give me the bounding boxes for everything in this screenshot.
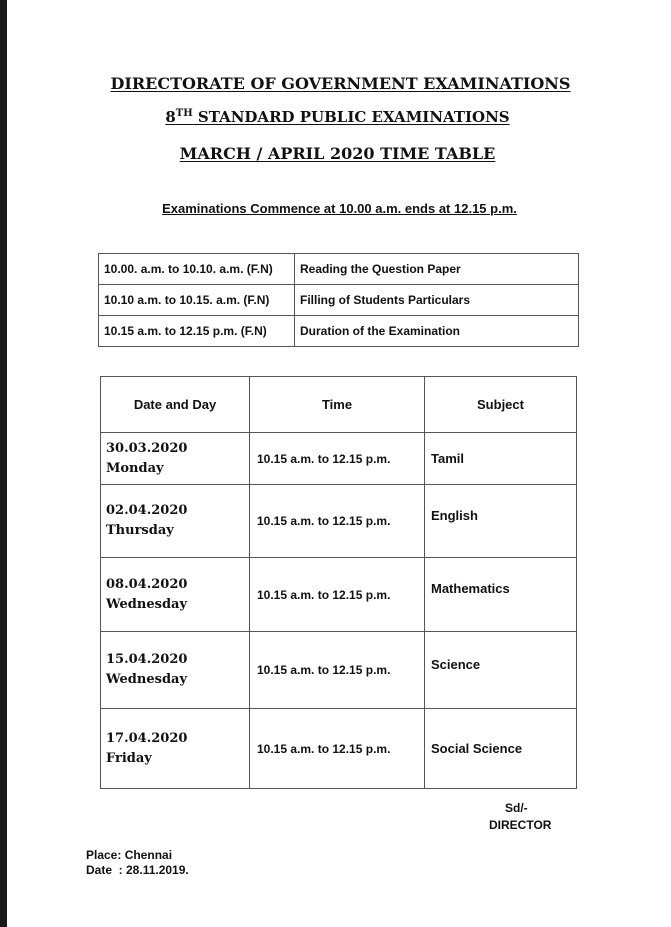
exam-name-heading [2, 108, 671, 126]
table-row [101, 558, 577, 632]
exam-subject [425, 632, 577, 709]
date-day-cell [101, 485, 250, 558]
exam-date: 02.04.2020 [106, 503, 188, 518]
exam-date: 08.04.2020 [106, 576, 188, 592]
exam-day: Wednesday [106, 596, 188, 612]
schedule-row [99, 285, 579, 316]
date-day-cell [101, 558, 250, 632]
table-row [101, 485, 577, 558]
exam-table-header-row [101, 377, 577, 433]
date-day-cell [101, 433, 250, 485]
table-row [101, 632, 577, 709]
schedule-activity: Filling of Students Particulars [295, 285, 579, 316]
schedule-time: 10.00. a.m. to 10.10. a.m. (F.N) [99, 254, 295, 285]
directorate-title: DIRECTORATE OF GOVERNMENT EXAMINATIONS [110, 74, 571, 93]
page-left-edge [0, 0, 7, 927]
header-date-and-day: Date and Day [101, 377, 250, 433]
exam-subject-text: Science [431, 656, 481, 672]
exam-date: 15.04.2020 [106, 652, 188, 667]
signature-sd: Sd/- [505, 801, 528, 815]
exam-day: Thursday [106, 523, 174, 538]
schedule-row [99, 254, 579, 285]
exam-day: Monday [106, 460, 164, 476]
exam-day: Wednesday [106, 672, 188, 687]
exam-subject: Social Science [425, 709, 577, 789]
schedule-activity: Duration of the Examination [295, 316, 579, 347]
exam-subject [425, 485, 577, 558]
exam-subject: Tamil [425, 433, 577, 485]
schedule-row [99, 316, 579, 347]
exam-name: STANDARD PUBLIC EXAMINATIONS [192, 108, 510, 126]
signature-designation: DIRECTOR [489, 818, 552, 832]
footer-place: Place: Chennai [86, 848, 173, 862]
date-day-cell [101, 709, 250, 789]
exam-subject-text: English [431, 507, 478, 523]
header-time: Time [250, 377, 425, 433]
exam-time: 10.15 a.m. to 12.15 p.m. [250, 485, 425, 558]
exam-date: 30.03.2020 [106, 440, 188, 456]
exam-time: 10.15 a.m. to 12.15 p.m. [250, 558, 425, 632]
commence-note: Examinations Commence at 10.00 a.m. ends at 12.15 p.m. [162, 201, 517, 216]
exam-ordinal-suffix: TH [175, 108, 193, 119]
exam-date: 17.04.2020 [106, 730, 188, 746]
schedule-time: 10.10 a.m. to 10.15. a.m. (F.N) [99, 285, 295, 316]
header-subject: Subject [425, 377, 577, 433]
schedule-table [98, 253, 579, 347]
exam-subject-text: Mathematics [431, 581, 510, 596]
table-row [101, 433, 577, 485]
exam-time: 10.15 a.m. to 12.15 p.m. [250, 709, 425, 789]
date-day-cell [101, 632, 250, 709]
exam-time: 10.15 a.m. to 12.15 p.m. [250, 433, 425, 485]
schedule-activity: Reading the Question Paper [295, 254, 579, 285]
exam-timetable [100, 376, 577, 789]
schedule-time: 10.15 a.m. to 12.15 p.m. (F.N) [99, 316, 295, 347]
footer-date: Date : 28.11.2019. [86, 863, 189, 877]
exam-ordinal: 8 [165, 108, 176, 126]
table-row [101, 709, 577, 789]
exam-day: Friday [106, 750, 152, 766]
exam-subject [425, 558, 577, 632]
timetable-title: MARCH / APRIL 2020 TIME TABLE [179, 144, 496, 163]
exam-time: 10.15 a.m. to 12.15 p.m. [250, 632, 425, 709]
